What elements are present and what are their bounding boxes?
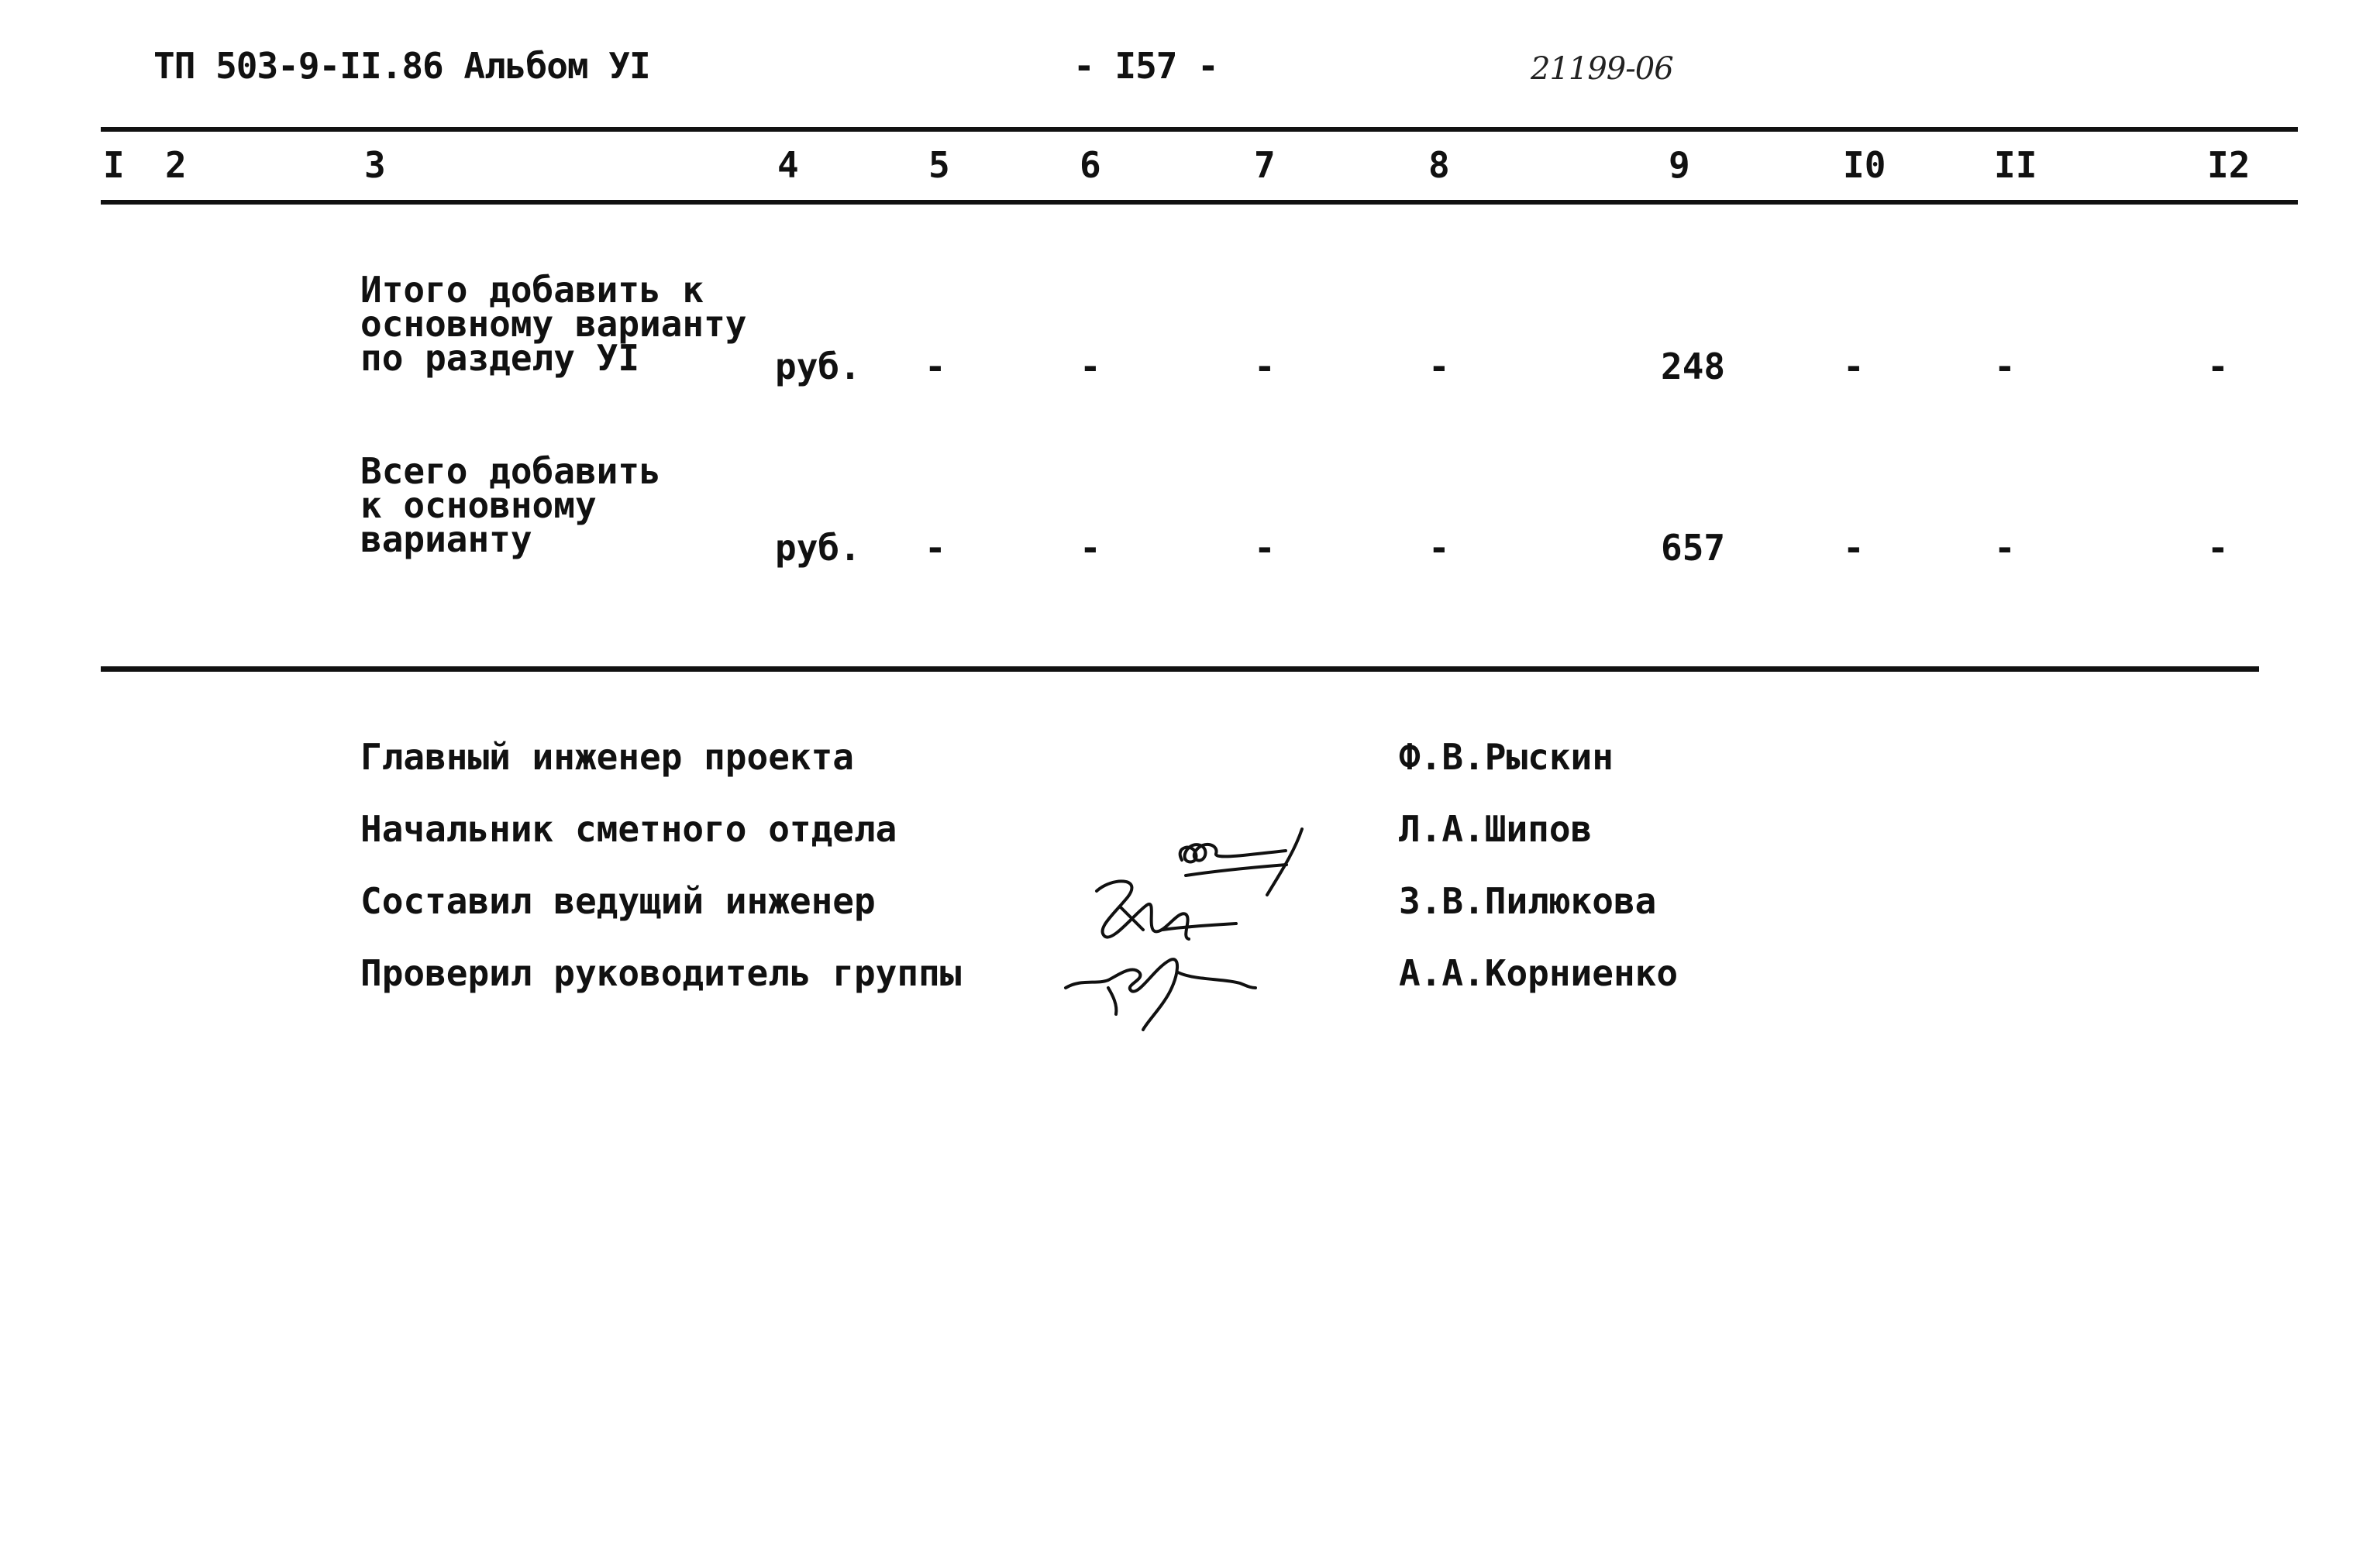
column-number: I0 (1843, 144, 1886, 186)
cell-col9: 657 (1661, 527, 1726, 569)
signature-role: Составил ведущий инженер (360, 880, 876, 922)
cell-col7: - (1254, 527, 1276, 569)
signature-name: Л.А.Шипов (1399, 808, 1593, 850)
cell-col5: - (925, 527, 946, 569)
signature-stroke (1186, 865, 1286, 876)
table-top-rule (101, 127, 2298, 132)
cell-col5: - (925, 346, 946, 387)
column-number: II (1994, 144, 2037, 186)
handwritten-signatures (1054, 814, 1364, 1038)
column-header-rule (101, 200, 2298, 205)
cell-col11: - (1994, 346, 2016, 387)
cell-col8: - (1428, 527, 1450, 569)
column-number: 2 (165, 144, 187, 186)
row-unit: руб. (775, 346, 861, 387)
column-number: 7 (1254, 144, 1276, 186)
cell-col12: - (2207, 527, 2229, 569)
signature-stroke (1162, 924, 1236, 930)
column-number: 6 (1080, 144, 1101, 186)
cell-col10: - (1843, 527, 1865, 569)
column-number: 9 (1669, 144, 1690, 186)
signature-stroke (1108, 988, 1116, 1014)
cell-col6: - (1080, 346, 1101, 387)
signature-role: Проверил руководитель группы (360, 952, 962, 994)
column-number: 3 (364, 144, 386, 186)
cell-col7: - (1254, 346, 1276, 387)
signature-stroke (1267, 829, 1302, 895)
row-description: Итого добавить к основному варианту по разделу УI (360, 269, 747, 379)
table-bottom-rule (101, 666, 2259, 672)
signature-stroke (1178, 972, 1255, 988)
signature-name: А.А.Корниенко (1399, 952, 1679, 994)
document-code: ТП 503-9-II.86 Альбом УI (153, 45, 650, 87)
column-number: 4 (777, 144, 799, 186)
cell-col12: - (2207, 346, 2229, 387)
row-unit: руб. (775, 527, 861, 569)
cell-col8: - (1428, 346, 1450, 387)
cell-col9: 248 (1661, 346, 1726, 387)
page-number: - I57 - (1073, 45, 1218, 87)
signature-stroke (1180, 845, 1286, 862)
signature-name: З.В.Пилюкова (1399, 880, 1657, 922)
column-number: I2 (2207, 144, 2251, 186)
signature-role: Главный инженер проекта (360, 736, 854, 778)
column-number: 5 (928, 144, 950, 186)
cell-col11: - (1994, 527, 2016, 569)
signature-stroke (1066, 959, 1177, 1030)
cell-col6: - (1080, 527, 1101, 569)
row-description: Всего добавить к основному варианту (360, 450, 661, 560)
column-number: I (103, 144, 125, 186)
cell-col10: - (1843, 346, 1865, 387)
handwritten-inventory-number: 21199-06 (1531, 51, 1673, 87)
signature-role: Начальник сметного отдела (360, 808, 897, 850)
column-number: 8 (1428, 144, 1450, 186)
signature-name: Ф.В.Рыскин (1399, 736, 1614, 778)
